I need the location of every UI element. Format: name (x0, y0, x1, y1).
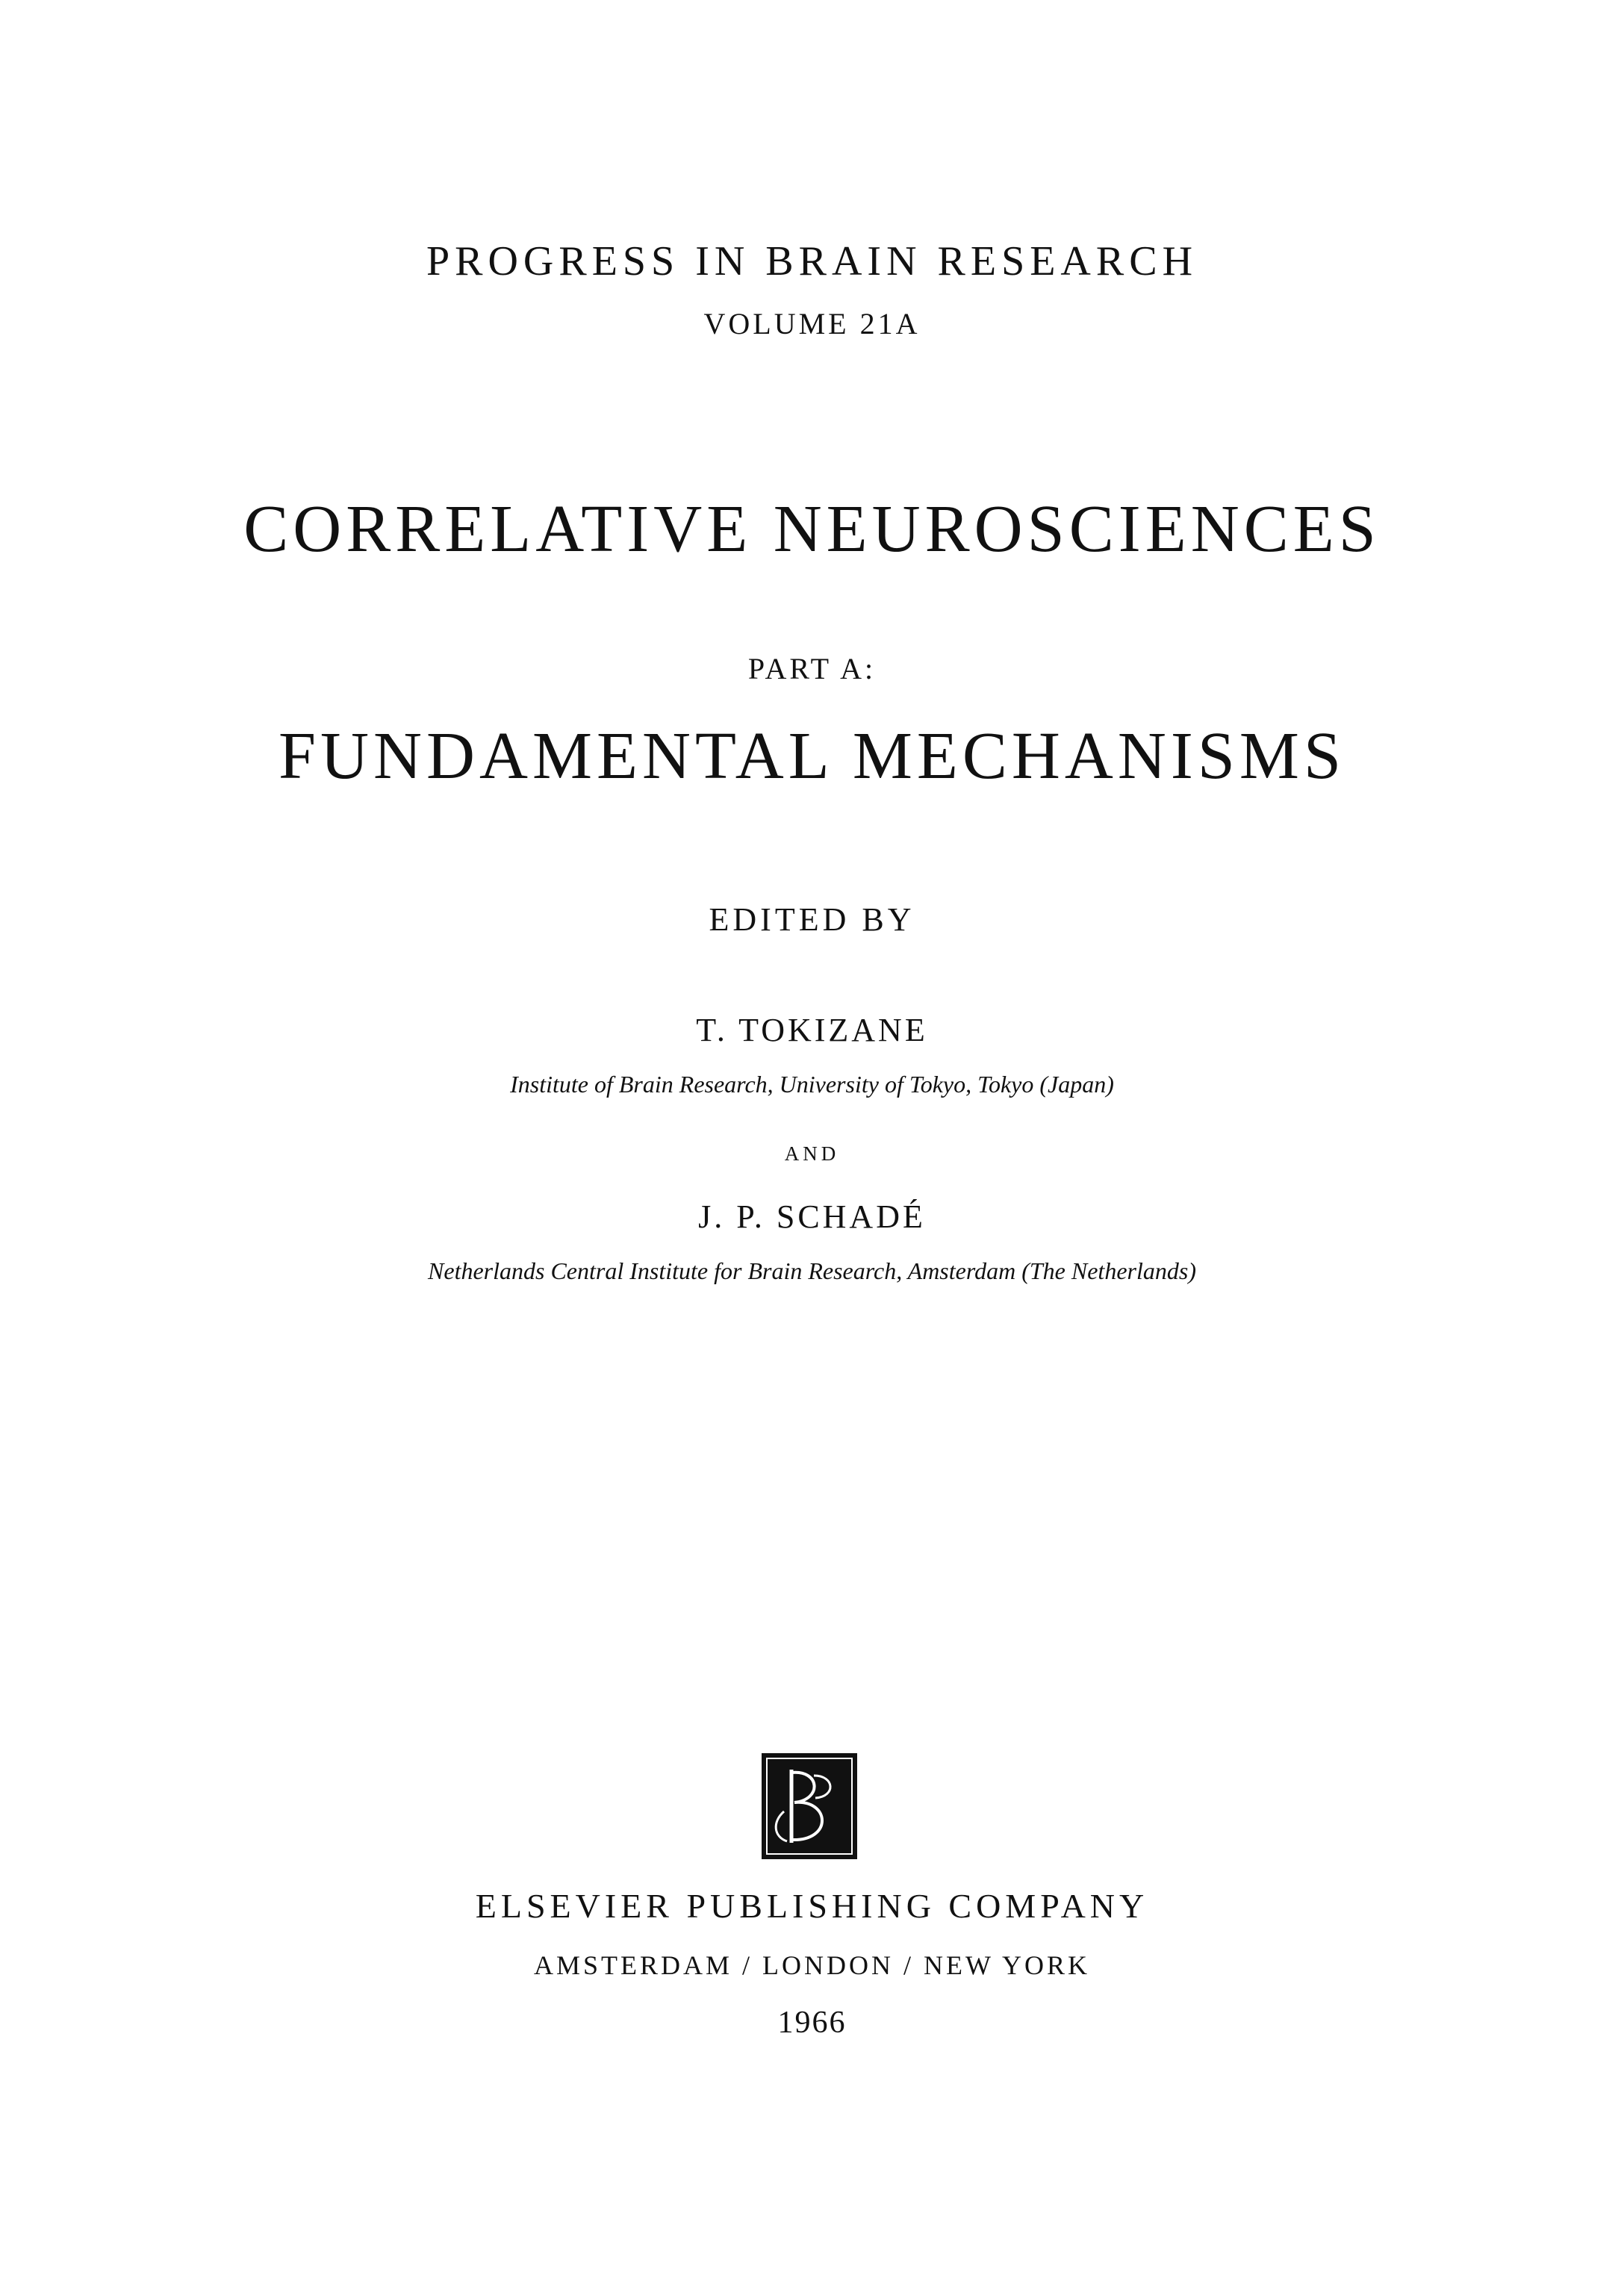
editor-2-name: J. P. SCHADÉ (698, 1198, 926, 1235)
edited-by-label: EDITED BY (709, 901, 915, 938)
editor-1-name: T. TOKIZANE (696, 1012, 928, 1048)
and-separator: AND (784, 1142, 840, 1165)
elsevier-emblem-icon (762, 1753, 857, 1859)
volume-number: VOLUME 21A (703, 307, 921, 340)
publication-year: 1966 (777, 2006, 847, 2040)
publisher-name: ELSEVIER PUBLISHING COMPANY (475, 1887, 1149, 1925)
publisher-places: AMSTERDAM / LONDON / NEW YORK (534, 1950, 1090, 1980)
book-title: CORRELATIVE NEUROSCIENCES (243, 492, 1381, 566)
editor-2-affiliation: Netherlands Central Institute for Brain Research, Amsterdam (The Netherlands) (428, 1257, 1196, 1284)
series-title: PROGRESS IN BRAIN RESEARCH (426, 238, 1198, 284)
part-label: PART A: (747, 652, 877, 685)
book-subtitle: FUNDAMENTAL MECHANISMS (278, 719, 1346, 793)
editor-1-affiliation: Institute of Brain Research, University of Tokyo, Tokyo (Japan) (510, 1071, 1114, 1098)
